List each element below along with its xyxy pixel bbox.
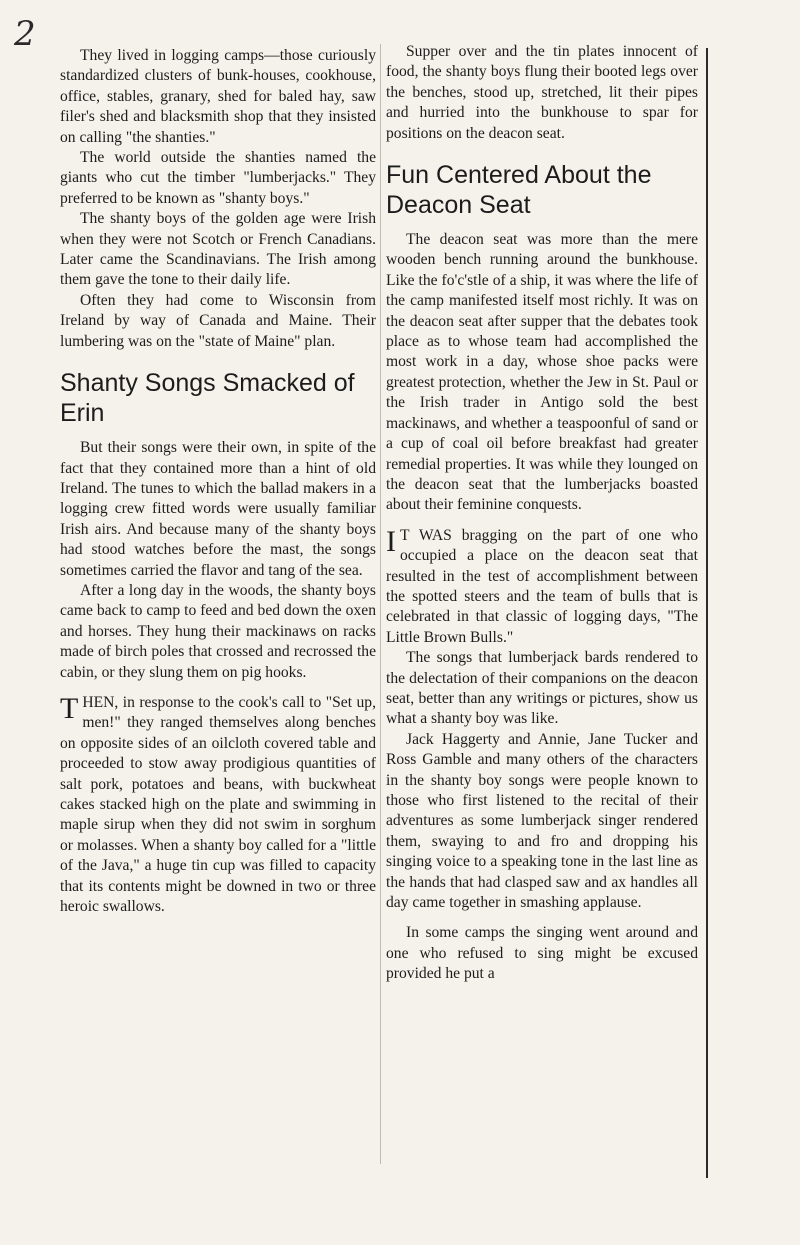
left-paragraph-1: They lived in logging camps—those curiously standardized clusters of bunk-houses, cookhouse, office, stables, granary, shed for baled hay, saw filer's shed and blacksmith shop that they insisted on calling "the shanties." (60, 47, 376, 146)
right-paragraph-5: Jack Haggerty and Annie, Jane Tucker and Ross Gamble and many others of the characters in the shanty boy songs were people known to those who first listened to the recital of their adventures as some lumberjack singer rendered them, swaying to and fro and dropping his singing voice to a speaking tone in the last line as the hands that had clasped saw and ax handles all day came together in smashing applause. (386, 730, 698, 912)
right-paragraph-3-text: T WAS bragging on the part of one who occupied a place on the deacon seat that resulted in the test of accomplishment between the spotted steers and the team of bulls that is celebrated in that classic of logging days, "The Little Brown Bulls." (386, 526, 698, 646)
left-paragraph-3: The shanty boys of the golden age were Irish when they were not Scotch or French Canadians. Later came the Scandinavians. The Irish among them gave the tone to their daily life. (60, 210, 376, 289)
left-paragraph-2: The world outside the shanties named the giants who cut the timber "lumberjacks." They preferred to be known as "shanty boys." (60, 149, 376, 207)
column-divider (380, 44, 381, 1164)
section-heading-deacon-seat: Fun Centered About the Deacon Seat (386, 161, 652, 220)
drop-cap: T (60, 691, 79, 725)
left-paragraph-7-text: HEN, in response to the cook's call to "Set up, men!" they ranged themselves along benches on opposite sides of an oilcloth covered table and proceeded to stow away prodigious quantities of salt pork, potatoes and beans, with buckwheat cakes stacked high on the plate and swimming in maple sirup when they did not swim in sorghum or molasses. When a shanty boy called for a "little of the Java," a huge tin cup was filled to capacity that its contents might be downed in two or three heroic swallows. (60, 693, 376, 916)
left-paragraph-7 (60, 693, 376, 917)
page-number: 2 (14, 14, 36, 54)
page-edge-rule (706, 48, 708, 1178)
right-column (386, 42, 698, 985)
right-paragraph-4: The songs that lumberjack bards rendered to the delectation of their companions on the deacon seat, better than any writings or pictures, show us what a shanty boy was like. (386, 649, 698, 728)
left-paragraph-4: Often they had come to Wisconsin from Ireland by way of Canada and Maine. Their lumbering was on the "state of Maine" plan. (60, 291, 376, 350)
right-paragraph-1: Supper over and the tin plates innocent of food, the shanty boys flung their booted legs over the benches, stood up, stretched, lit their pipes and hurried into the bunkhouse to spar for positions on the deacon seat. (386, 43, 698, 142)
drop-cap: I (386, 524, 396, 558)
right-paragraph-6: In some camps the singing went around and one who refused to sing might be excused provided he put a (386, 924, 698, 983)
right-paragraph-3 (386, 526, 698, 648)
left-paragraph-6: After a long day in the woods, the shanty boys came back to camp to feed and bed down the oxen and horses. They hung their mackinaws on racks made of birch poles that crossed and recrossed the cabin, or they slung them on pig hooks. (60, 581, 376, 681)
left-column (60, 46, 376, 917)
section-heading-shanty-songs: Shanty Songs Smacked of Erin (60, 369, 355, 428)
left-paragraph-5: But their songs were their own, in spite of the fact that they contained more than a hint of old Ireland. The tunes to which the ballad makers in a logging crew fitted words were usually familiar Irish airs. And because many of the shanty boys had stood watches before the mast, the songs sometimes carried the flavor and tang of the sea. (60, 439, 376, 579)
right-paragraph-2: The deacon seat was more than the mere wooden bench running around the bunkhouse. Like the fo'c'stle of a ship, it was where the life of the camp manifested itself most richly. It was on the deacon seat after supper that the debates took place as to whose team had accomplished the most work in a day, whose shoe packs were greatest protection, whether the Jew in St. Paul or the Irish trader in Antigo sold the best mackinaws, and whether a teaspoonful of sand or a cup of coal oil before breakfast had greater remedial properties. It was while they lounged on the deacon seat that the lumberjacks boasted about their feminine conquests. (386, 231, 698, 514)
